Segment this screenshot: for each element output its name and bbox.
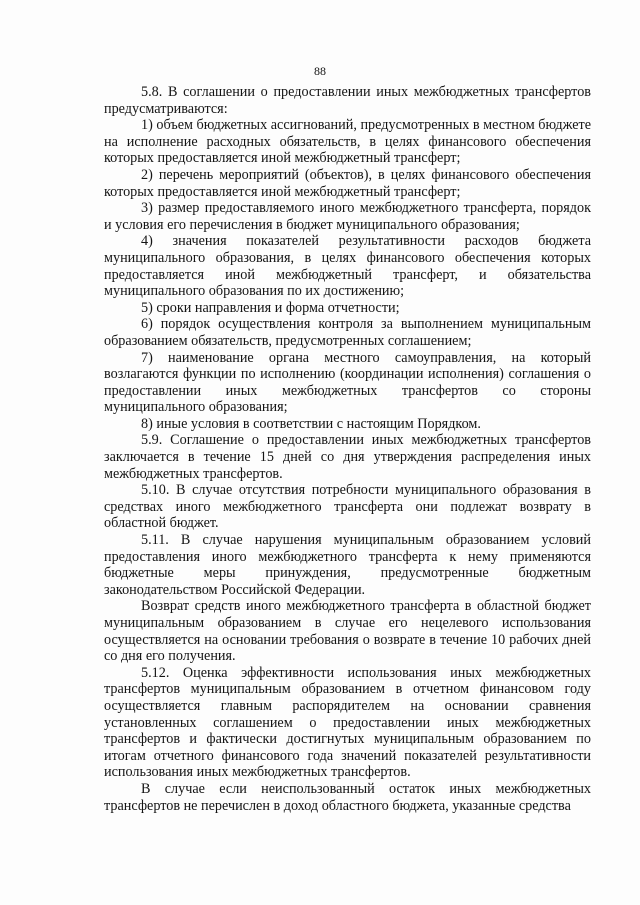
paragraph-5-10: 5.10. В случае отсутствия потребности муниципального образования в средствах иного межбюджетного трансферта они подлежат возврату в областной бюджет. [104, 482, 591, 532]
paragraph-refund: Возврат средств иного межбюджетного трансферта в областной бюджет муниципальным образованием в случае его нецелевого использования осуществляется на основании требования о возврате в течение 10 рабочих дней со дня его получения. [104, 598, 591, 665]
page-number: 88 [314, 64, 326, 78]
paragraph-5-9: 5.9. Соглашение о предоставлении иных межбюджетных трансфертов заключается в течение 15 дней со дня утверждения распределения иных межбюджетных трансфертов. [104, 432, 591, 482]
list-item-5: 5) сроки направления и форма отчетности; [141, 299, 400, 316]
list-item-8: 8) иные условия в соответствии с настоящим Порядком. [141, 415, 481, 432]
paragraph-5-12: 5.12. Оценка эффективности использования иных межбюджетных трансфертов муниципальным образованием в отчетном финансовом году осуществляется главным распорядителем на основании сравнения установленных соглашением о предоставлении иных межбюджетных трансфертов и фактически достигнутых муниципальным образованием по итогам отчетного финансового года значений показателей результативности использования иных межбюджетных трансфертов. [104, 664, 591, 781]
list-item-3: 3) размер предоставляемого иного межбюджетного трансферта, порядок и условия его перечисления в бюджет муниципального образования; [104, 200, 591, 233]
paragraph-5-8: 5.8. В соглашении о предоставлении иных межбюджетных трансфертов предусматриваются: [104, 84, 591, 117]
page-body [104, 84, 591, 814]
list-item-6: 6) порядок осуществления контроля за выполнением муниципальным образованием обязательств, предусмотренных соглашением; [104, 316, 591, 349]
paragraph-unused-balance: В случае если неиспользованный остаток иных межбюджетных трансфертов не перечислен в доход областного бюджета, указанные средства [104, 780, 591, 814]
paragraph-5-11: 5.11. В случае нарушения муниципальным образованием условий предоставления иного межбюджетного трансферта к нему применяются бюджетные меры принуждения, предусмотренные бюджетным законодательством Российской Федерации. [104, 532, 591, 598]
list-item-1: 1) объем бюджетных ассигнований, предусмотренных в местном бюджете на исполнение расходных обязательств, в целях финансового обеспечения которых предоставляется иной межбюджетный трансферт; [104, 117, 591, 167]
list-item-2: 2) перечень мероприятий (объектов), в целях финансового обеспечения которых предоставляется иной межбюджетный трансферт; [104, 166, 591, 200]
list-item-7: 7) наименование органа местного самоуправления, на который возлагаются функции по исполнению (координации исполнения) соглашения о предоставлении иных межбюджетных трансфертов со стороны муниципального образования; [104, 349, 591, 416]
list-item-4: 4) значения показателей результативности расходов бюджета муниципального образования, в целях финансового обеспечения которых предоставляется иной межбюджетный трансферт, и обязательства муниципального образования по их достижению; [104, 233, 591, 300]
